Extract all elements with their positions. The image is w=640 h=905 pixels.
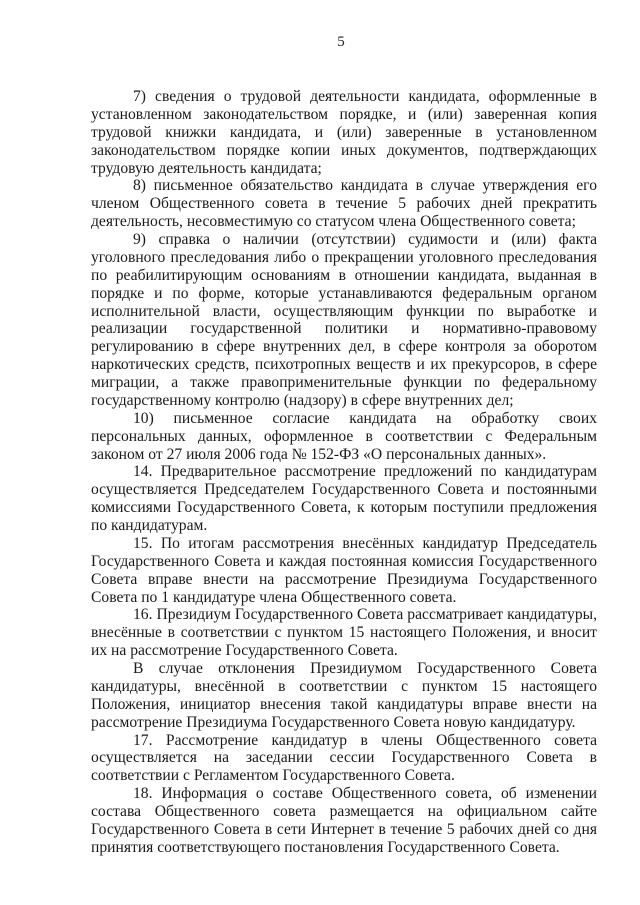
paragraph-clause-15: 15. По итогам рассмотрения внесённых кандидатур Председатель Государственного Совета и каждая постоянная комиссия Государственного Совета вправе внести на рассмотрение Президиума Государственного Совета по 1 кандидатуре члена Общественного совета. xyxy=(91,534,597,606)
paragraph-clause-16: 16. Президиум Государственного Совета рассматривает кандидатуры, внесённые в соответствии с пунктом 15 настоящего Положения, и вносит их на рассмотрение Государственного Совета. xyxy=(91,606,597,660)
paragraph-clause-14: 14. Предварительное рассмотрение предложений по кандидатурам осуществляется Председателем Государственного Совета и постоянными комиссиями Государственного Совета, к которым поступили предложения по кандидатурам. xyxy=(91,463,597,534)
paragraph-item-7: 7) сведения о трудовой деятельности кандидата, оформленные в установленном законодательством порядке, и (или) заверенная копия трудовой книжки кандидата, и (или) заверенные в установленном законодательством порядке копии иных документов, подтверждающих трудовую деятельность кандидата; xyxy=(91,88,597,177)
paragraph-item-8: 8) письменное обязательство кандидата в случае утверждения его членом Общественного совета в течение 5 рабочих дней прекратить деятельность, несовместимую со статусом члена Общественного совета; xyxy=(91,177,597,231)
paragraph-item-10: 10) письменное согласие кандидата на обработку своих персональных данных, оформленное в соответствии с Федеральным законом от 27 июля 2006 года № 152-ФЗ «О персональных данных». xyxy=(91,409,597,463)
paragraph-rejection-case: В случае отклонения Президиумом Государственного Совета кандидатуры, внесённой в соответствии с пунктом 15 настоящего Положения, инициатор внесения такой кандидатуры вправе внести на рассмотрение Президиума Государственного Совета новую кандидатуру. xyxy=(91,660,597,731)
paragraph-clause-17: 17. Рассмотрение кандидатур в члены Общественного совета осуществляется на заседании сессии Государственного Совета в соответствии с Регламентом Государственного Совета. xyxy=(91,731,597,785)
paragraph-item-9: 9) справка о наличии (отсутствии) судимости и (или) факта уголовного преследования либо о прекращении уголовного преследования по реабилитирующим основаниям в отношении кандидата, выданная в порядке и по форме, которые устанавливаются федеральным органом исполнительной власти, осуществляющим функции по выработке и реализации государственной политики и нормативно-правовому регулированию в сфере внутренних дел, в сфере контроля за оборотом наркотических средств, психотропных веществ и их прекурсоров, в сфере миграции, а также правоприменительные функции по федеральному государственному контролю (надзору) в сфере внутренних дел; xyxy=(91,231,597,409)
paragraph-clause-18: 18. Информация о составе Общественного совета, об изменении состава Общественного совета размещается на официальном сайте Государственного Совета в сети Интернет в течение 5 рабочих дней со дня принятия соответствующего постановления Государственного Совета. xyxy=(91,785,597,856)
document-body xyxy=(91,88,597,857)
page-number: 5 xyxy=(337,34,345,50)
